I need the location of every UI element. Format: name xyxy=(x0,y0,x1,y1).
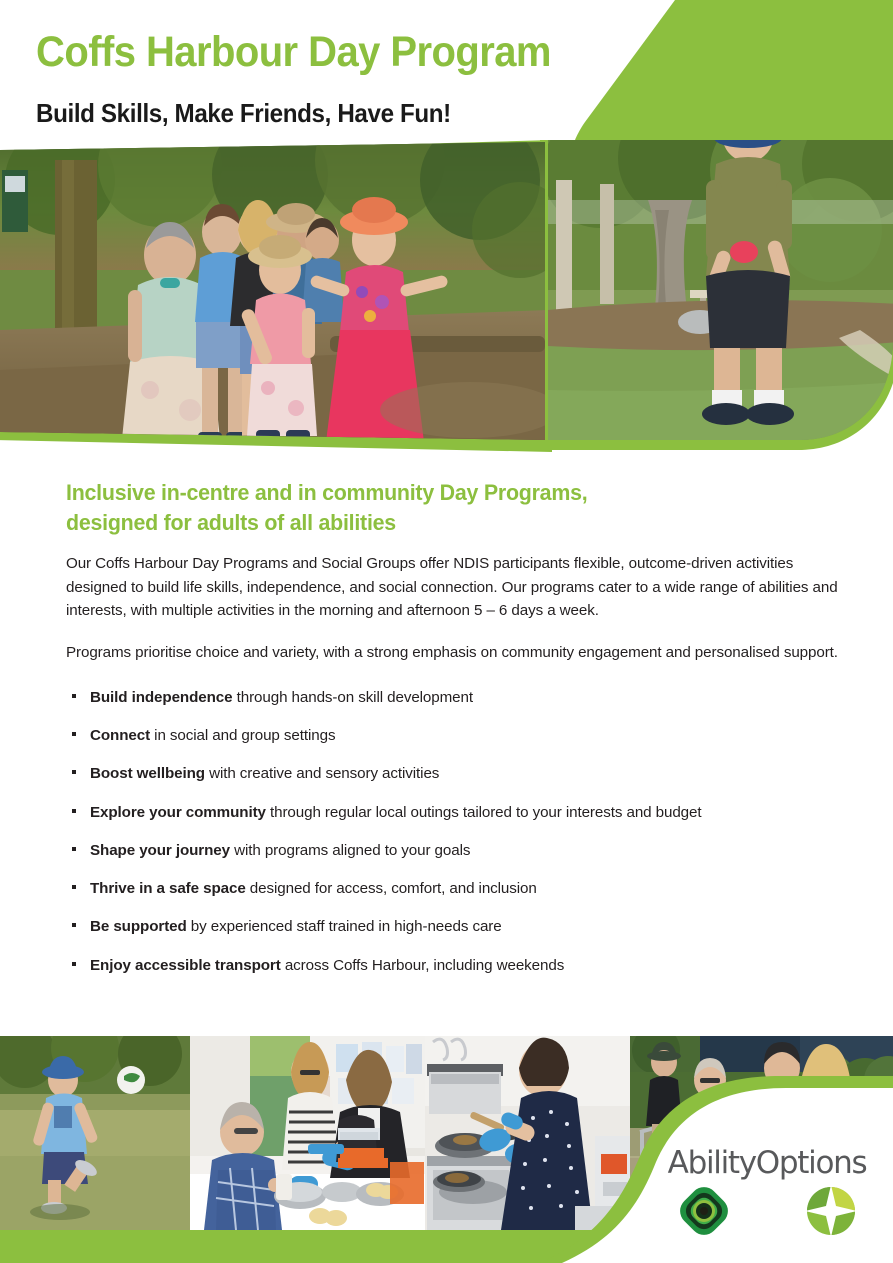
benefit-rest: through hands-on skill development xyxy=(232,688,473,706)
benefit-item xyxy=(66,802,893,823)
benefit-item xyxy=(66,687,893,708)
benefit-lead: Boost wellbeing xyxy=(90,765,205,783)
section-heading-line1: Inclusive in-centre and in community Day Programs, xyxy=(66,480,588,505)
benefits-list xyxy=(66,687,893,976)
intro-paragraph-2: Programs prioritise choice and variety, with a strong emphasis on community engagement and personalised support. xyxy=(66,643,838,661)
concentric-diamond-eye-icon xyxy=(679,1186,729,1236)
benefit-rest: in social and group settings xyxy=(150,726,336,744)
benefit-lead: Build independence xyxy=(90,688,233,706)
benefit-rest: across Coffs Harbour, including weekends xyxy=(280,956,565,974)
benefit-item xyxy=(66,916,893,937)
hero-photo-right xyxy=(542,140,893,472)
green-circle-star-icon xyxy=(805,1185,857,1237)
section-heading xyxy=(66,478,852,538)
intro-paragraph-1: Our Coffs Harbour Day Programs and Social Groups offer NDIS participants flexible, outcome-driven activities designed to build life skills, independence, and social connection. Our programs cater to a wide range of abilities and interests, with multiple activities in the morning and afternoon 5 – 6 days a week. xyxy=(66,554,838,620)
benefit-item xyxy=(66,955,893,976)
benefit-lead: Be supported xyxy=(90,918,187,936)
ability-options-logo xyxy=(667,1145,867,1237)
hero-image-band xyxy=(0,140,893,470)
benefit-item xyxy=(66,725,893,746)
logo-wordmark: AbilityOptions xyxy=(667,1145,867,1181)
page-subtitle: Build Skills, Make Friends, Have Fun! xyxy=(36,98,451,128)
page-title: Coffs Harbour Day Program xyxy=(36,28,551,76)
benefit-lead: Explore your community xyxy=(90,803,266,821)
benefit-rest: with programs aligned to your goals xyxy=(229,841,471,859)
benefit-item xyxy=(66,763,893,784)
section-heading-line2: designed for adults of all abilities xyxy=(66,509,396,535)
benefit-lead: Shape your journey xyxy=(90,841,230,859)
main-content xyxy=(0,478,893,993)
benefit-rest: with creative and sensory activities xyxy=(204,765,440,783)
benefit-item xyxy=(66,840,893,861)
hero-svg xyxy=(0,140,893,472)
benefit-rest: through regular local outings tailored to your interests and budget xyxy=(265,803,702,821)
benefit-rest: by experienced staff trained in high-needs care xyxy=(186,918,502,936)
benefit-lead: Enjoy accessible transport xyxy=(90,956,281,974)
benefit-rest: designed for access, comfort, and inclusion xyxy=(245,880,537,898)
benefit-item xyxy=(66,878,893,899)
benefit-lead: Connect xyxy=(90,726,151,744)
hero-photo-left xyxy=(0,140,568,462)
benefit-lead: Thrive in a safe space xyxy=(90,880,246,898)
